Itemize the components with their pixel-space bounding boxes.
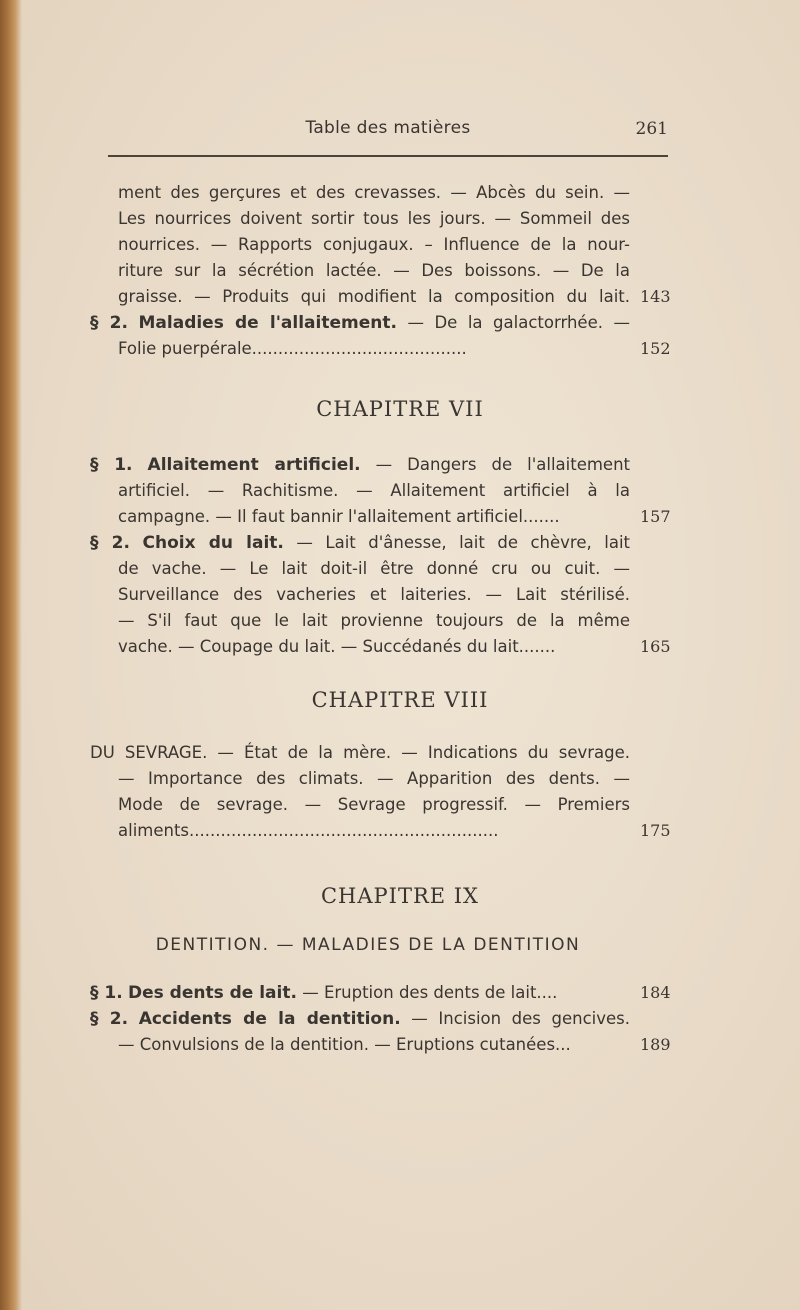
toc-line: de vache. — Le lait doit-il être donné cru ou cuit. — bbox=[118, 559, 630, 578]
section-number: § 2. bbox=[90, 1009, 129, 1029]
toc-line: graisse. — Produits qui modifient la composition du lait. bbox=[118, 287, 630, 306]
section-description: — Eruption des dents de lait.... bbox=[302, 983, 558, 1002]
toc-page-number: 143 bbox=[640, 287, 671, 306]
section-description: — Incision des gencives. bbox=[411, 1009, 631, 1028]
book-spine-edge bbox=[0, 0, 22, 1310]
toc-page-number: 184 bbox=[640, 983, 671, 1002]
section-title: Choix du lait. bbox=[142, 533, 284, 553]
toc-line bbox=[90, 980, 630, 1006]
section-description: — De la galactorrhée. — bbox=[407, 313, 630, 332]
chapter-heading-vii: CHAPITRE VII bbox=[316, 397, 484, 421]
section-number: § 1. bbox=[90, 983, 123, 1003]
section-number: § 1. bbox=[90, 455, 133, 475]
toc-entry-allaitement-continued bbox=[90, 180, 630, 310]
toc-line: Mode de sevrage. — Sevrage progressif. — Premiers bbox=[118, 795, 630, 814]
toc-entry-du-sevrage bbox=[90, 740, 630, 844]
toc-line: — S'il faut que le lait provienne toujours de la même bbox=[118, 611, 630, 630]
toc-line bbox=[90, 452, 630, 478]
section-title: Accidents de la dentition. bbox=[138, 1009, 401, 1029]
section-number: § 2. bbox=[90, 313, 128, 333]
toc-entry-choix-du-lait bbox=[90, 530, 630, 660]
toc-line: — Convulsions de la dentition. — Eruptions cutanées... bbox=[118, 1035, 571, 1054]
toc-entry-accidents-dentition bbox=[90, 1006, 630, 1058]
section-title: Maladies de l'allaitement. bbox=[138, 313, 397, 333]
toc-page-number: 165 bbox=[640, 637, 671, 656]
toc-entry-dents-de-lait bbox=[90, 980, 630, 1006]
toc-line: — Importance des climats. — Apparition des dents. — bbox=[118, 769, 630, 788]
toc-line: nourrices. — Rapports conjugaux. – Influence de la nour- bbox=[118, 235, 630, 254]
toc-line: aliments........................................................... bbox=[118, 821, 499, 840]
running-header bbox=[108, 118, 668, 142]
section-title: Des dents de lait. bbox=[127, 983, 297, 1003]
toc-line: Surveillance des vacheries et laiteries. — Lait stérilisé. bbox=[118, 585, 630, 604]
toc-entry-allaitement-artificiel bbox=[90, 452, 630, 530]
section-description: — Lait d'ânesse, lait de chèvre, lait bbox=[296, 533, 631, 552]
section-title: Allaitement artificiel. bbox=[147, 455, 361, 475]
header-rule bbox=[108, 155, 668, 157]
toc-line: Folie puerpérale......................................... bbox=[118, 339, 467, 358]
toc-entry-maladies-allaitement bbox=[90, 310, 630, 362]
toc-line: Les nourrices doivent sortir tous les jours. — Sommeil des bbox=[118, 209, 630, 228]
page-number: 261 bbox=[635, 119, 668, 139]
toc-line: ment des gerçures et des crevasses. — Abcès du sein. — bbox=[118, 183, 630, 202]
toc-page-number: 189 bbox=[640, 1035, 671, 1054]
section-number: § 2. bbox=[90, 533, 130, 553]
toc-page-number: 175 bbox=[640, 821, 671, 840]
toc-page-number: 152 bbox=[640, 339, 671, 358]
toc-line bbox=[90, 1006, 630, 1032]
toc-line: DU SEVRAGE. — État de la mère. — Indications du sevrage. bbox=[90, 743, 630, 762]
toc-line: vache. — Coupage du lait. — Succédanés du lait....... bbox=[118, 637, 556, 656]
toc-line: campagne. — Il faut bannir l'allaitement artificiel....... bbox=[118, 507, 560, 526]
running-title: Table des matières bbox=[305, 118, 471, 138]
toc-page-number: 157 bbox=[640, 507, 671, 526]
toc-line: riture sur la sécrétion lactée. — Des boissons. — De la bbox=[118, 261, 630, 280]
toc-line: artificiel. — Rachitisme. — Allaitement artificiel à la bbox=[118, 481, 630, 500]
toc-line bbox=[90, 530, 630, 556]
toc-line bbox=[90, 310, 630, 336]
chapter-subtitle: DENTITION. — MALADIES DE LA DENTITION bbox=[155, 935, 581, 955]
chapter-heading-viii: CHAPITRE VIII bbox=[311, 688, 489, 712]
chapter-heading-ix: CHAPITRE IX bbox=[320, 884, 480, 908]
section-description: — Dangers de l'allaitement bbox=[375, 455, 630, 474]
